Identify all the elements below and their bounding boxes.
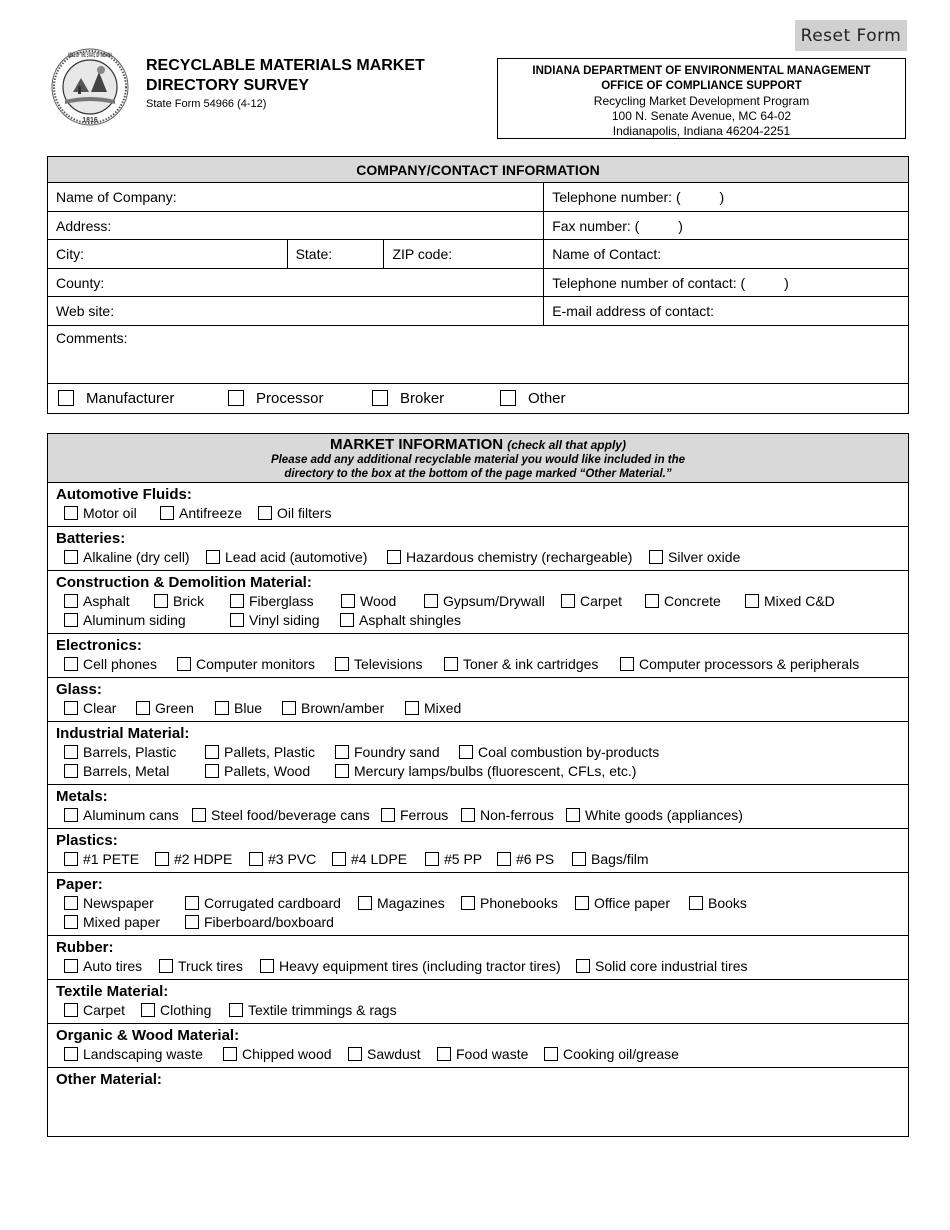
material-checkbox[interactable] [64,915,78,929]
category-batteries [48,527,908,571]
material-label: Carpet [83,1002,126,1018]
fax-label: Fax number: ( ) [552,217,683,234]
material-checkbox[interactable] [64,745,78,759]
category-plastics [48,829,908,873]
material-label: Office paper [594,895,671,911]
material-option-automotive-r1-2[interactable] [258,505,331,521]
material-checkbox[interactable] [340,613,354,627]
material-label: Textile trimmings & rags [248,1002,397,1018]
category-electronics [48,634,908,678]
material-option-electronics-r1-4[interactable] [620,656,859,672]
material-option-construction-r2-2[interactable] [340,612,461,628]
material-option-industrial-r1-1[interactable] [205,744,315,760]
broker-checkbox[interactable] [372,390,388,406]
material-label: Blue [234,700,263,716]
other-material-label: Other Material: [56,1071,162,1088]
material-label: Clothing [160,1002,212,1018]
fax-field[interactable] [544,212,909,240]
material-label: #4 LDPE [351,851,408,867]
material-label: Steel food/beverage cans [211,807,370,823]
material-checkbox[interactable] [192,808,206,822]
material-option-construction-r2-0[interactable] [64,612,186,628]
material-label: Cooking oil/grease [563,1046,679,1062]
material-checkbox[interactable] [341,594,355,608]
material-checkbox[interactable] [358,896,372,910]
material-label: Brick [173,593,205,609]
material-label: Lead acid (automotive) [225,549,368,565]
material-checkbox[interactable] [249,852,263,866]
material-checkbox[interactable] [64,613,78,627]
reset-form-button[interactable]: Reset Form [795,20,907,51]
form-title-line1: RECYCLABLE MATERIALS MARKET [146,57,425,74]
material-label: Brown/amber [301,700,385,716]
state-seal-logo [51,48,129,126]
material-label: Ferrous [400,807,449,823]
manufacturer-option[interactable] [58,390,228,407]
market-information-section [47,433,909,1137]
material-label: Magazines [377,895,445,911]
material-checkbox[interactable] [155,852,169,866]
material-option-construction-r1-3[interactable] [341,593,396,609]
material-label: Newspaper [83,895,154,911]
material-option-electronics-r1-0[interactable] [64,656,157,672]
material-option-plastics-r1-2[interactable] [249,851,316,867]
material-checkbox[interactable] [425,852,439,866]
category-title: Plastics: [56,832,118,849]
material-option-batteries-r1-2[interactable] [387,549,632,565]
category-title: Industrial Material: [56,725,190,742]
material-checkbox[interactable] [461,896,475,910]
material-option-automotive-r1-0[interactable] [64,505,137,521]
material-option-electronics-r1-3[interactable] [444,656,598,672]
material-option-batteries-r1-0[interactable] [64,549,190,565]
material-option-organic-r1-4[interactable] [544,1046,679,1062]
material-checkbox[interactable] [335,657,349,671]
material-label: Aluminum cans [83,807,179,823]
market-header-title: MARKET INFORMATION [330,436,504,453]
material-option-construction-r1-6[interactable] [645,593,721,609]
agency-name: INDIANA DEPARTMENT OF ENVIRONMENTAL MANAGEMENT [532,65,871,77]
material-checkbox[interactable] [64,1003,78,1017]
manufacturer-label: Manufacturer [86,390,175,407]
category-organic [48,1024,908,1068]
material-checkbox[interactable] [64,657,78,671]
material-label: Pallets, Wood [224,763,311,779]
material-label: Auto tires [83,958,143,974]
material-label: Mixed paper [83,914,161,930]
zip-label: ZIP code: [392,246,453,262]
material-option-metals-r1-0[interactable] [64,807,179,823]
material-label: White goods (appliances) [585,807,743,823]
material-checkbox[interactable] [206,550,220,564]
material-label: Oil filters [277,505,332,521]
material-option-plastics-r1-6[interactable] [572,851,649,867]
processor-label: Processor [256,390,324,407]
material-checkbox[interactable] [424,594,438,608]
category-title: Metals: [56,788,108,805]
processor-checkbox[interactable] [228,390,244,406]
material-option-construction-r1-1[interactable] [154,593,204,609]
material-label: Fiberboard/boxboard [204,914,334,930]
material-checkbox[interactable] [64,852,78,866]
address-field[interactable] [48,212,544,240]
form-title-line2: DIRECTORY SURVEY [146,77,310,94]
material-label: Heavy equipment tires (including tractor tires) [279,958,561,974]
material-checkbox[interactable] [745,594,759,608]
material-checkbox[interactable] [64,959,78,973]
material-checkbox[interactable] [348,1047,362,1061]
category-textile [48,980,908,1024]
material-label: Coal combustion by-products [478,744,660,760]
material-option-organic-r1-0[interactable] [64,1046,203,1062]
other-option[interactable] [500,390,566,407]
material-label: Fiberglass [249,593,314,609]
material-checkbox[interactable] [335,764,349,778]
comments-label: Comments: [56,330,128,346]
county-label: County: [56,274,105,291]
material-label: Solid core industrial tires [595,958,748,974]
material-label: Food waste [456,1046,529,1062]
material-label: Non-ferrous [480,807,554,823]
material-checkbox[interactable] [620,657,634,671]
category-metals [48,785,908,829]
material-option-organic-r1-2[interactable] [348,1046,421,1062]
seal-year-text: 1816 [82,117,98,124]
material-label: #1 PETE [83,851,140,867]
material-checkbox[interactable] [572,852,586,866]
city-field[interactable] [48,240,288,269]
material-label: Mixed C&D [764,593,835,609]
market-header-note: (check all that apply) [507,438,626,452]
material-checkbox[interactable] [64,506,78,520]
material-checkbox[interactable] [461,808,475,822]
material-checkbox[interactable] [64,1047,78,1061]
material-option-industrial-r1-3[interactable] [459,744,659,760]
state-field[interactable] [287,240,384,269]
category-industrial [48,722,908,785]
material-checkbox[interactable] [215,701,229,715]
material-option-metals-r1-3[interactable] [461,807,554,823]
material-label: Motor oil [83,505,137,521]
manufacturer-checkbox[interactable] [58,390,74,406]
material-checkbox[interactable] [229,1003,243,1017]
website-label: Web site: [56,303,115,319]
material-option-paper-r1-4[interactable] [575,895,670,911]
agency-city: Indianapolis, Indiana 46204-2251 [612,124,791,138]
material-option-textile-r1-2[interactable] [229,1002,397,1018]
category-title: Paper: [56,876,103,893]
material-option-rubber-r1-2[interactable] [260,958,561,974]
material-checkbox[interactable] [544,1047,558,1061]
material-option-organic-r1-1[interactable] [223,1046,332,1062]
broker-option[interactable] [372,390,500,407]
material-option-plastics-r1-5[interactable] [497,851,554,867]
material-option-metals-r1-4[interactable] [566,807,743,823]
material-label: Sawdust [367,1046,421,1062]
material-checkbox[interactable] [230,613,244,627]
material-label: #2 HDPE [174,851,233,867]
material-label: Aluminum siding [83,612,186,628]
material-label: Pallets, Plastic [224,744,316,760]
material-label: Antifreeze [179,505,243,521]
category-title: Automotive Fluids: [56,486,192,503]
material-checkbox[interactable] [177,657,191,671]
material-checkbox[interactable] [260,959,274,973]
material-label: Vinyl siding [249,612,320,628]
material-checkbox[interactable] [64,896,78,910]
material-label: Books [708,895,747,911]
material-option-batteries-r1-3[interactable] [649,549,740,565]
agency-address-box [497,58,906,139]
comments-field[interactable] [48,326,909,384]
material-checkbox[interactable] [437,1047,451,1061]
material-option-automotive-r1-1[interactable] [160,505,242,521]
material-checkbox[interactable] [258,506,272,520]
other-checkbox[interactable] [500,390,516,406]
material-label: #3 PVC [268,851,317,867]
category-title: Glass: [56,681,102,698]
contact-telephone-label: Telephone number of contact: ( ) [552,274,789,291]
material-checkbox[interactable] [64,550,78,564]
category-title: Organic & Wood Material: [56,1027,240,1044]
material-checkbox[interactable] [444,657,458,671]
agency-street: 100 N. Senate Avenue, MC 64-02 [611,109,792,123]
material-option-plastics-r1-0[interactable] [64,851,139,867]
material-checkbox[interactable] [154,594,168,608]
category-title: Electronics: [56,637,142,654]
material-option-plastics-r1-4[interactable] [425,851,482,867]
agency-program: Recycling Market Development Program [593,94,810,108]
material-option-paper-r1-1[interactable] [185,895,341,911]
material-label: Carpet [580,593,623,609]
material-option-construction-r1-5[interactable] [561,593,622,609]
material-checkbox[interactable] [205,764,219,778]
company-name-field[interactable] [48,183,544,212]
company-section-header: COMPANY/CONTACT INFORMATION [48,157,909,183]
material-label: Wood [360,593,397,609]
material-label: Mercury lamps/bulbs (fluorescent, CFLs, etc.) [354,763,637,779]
city-label: City: [56,246,84,262]
material-label: Televisions [354,656,423,672]
category-construction [48,571,908,634]
material-option-industrial-r2-1[interactable] [205,763,310,779]
category-title: Batteries: [56,530,126,547]
material-option-plastics-r1-3[interactable] [332,851,407,867]
material-checkbox[interactable] [230,594,244,608]
category-rubber [48,936,908,980]
material-option-industrial-r1-0[interactable] [64,744,176,760]
material-checkbox[interactable] [64,594,78,608]
material-option-construction-r1-4[interactable] [424,593,545,609]
material-checkbox[interactable] [64,764,78,778]
material-option-industrial-r2-2[interactable] [335,763,636,779]
category-title: Rubber: [56,939,114,956]
material-checkbox[interactable] [141,1003,155,1017]
email-label: E-mail address of contact: [552,303,715,319]
other-label: Other [528,390,566,407]
material-option-construction-r2-1[interactable] [230,612,320,628]
contact-name-label: Name of Contact: [552,246,662,262]
material-label: Clear [83,700,117,716]
material-label: Toner & ink cartridges [463,656,599,672]
material-checkbox[interactable] [381,808,395,822]
material-checkbox[interactable] [576,959,590,973]
market-subtitle-line1: Please add any additional recyclable material you would like included in the [270,454,686,466]
material-option-batteries-r1-1[interactable] [206,549,367,565]
material-option-organic-r1-3[interactable] [437,1046,528,1062]
material-option-paper-r1-2[interactable] [358,895,445,911]
material-checkbox[interactable] [459,745,473,759]
contact-telephone-field[interactable] [544,269,909,297]
company-name-label: Name of Company: [56,189,177,205]
agency-office: OFFICE OF COMPLIANCE SUPPORT [601,80,802,92]
material-checkbox[interactable] [387,550,401,564]
material-option-construction-r1-2[interactable] [230,593,314,609]
category-title: Textile Material: [56,983,169,1000]
telephone-field[interactable] [544,183,909,212]
material-label: Chipped wood [242,1046,332,1062]
material-label: Barrels, Plastic [83,744,177,760]
material-label: Concrete [664,593,721,609]
material-label: Asphalt shingles [359,612,461,628]
state-label: State: [295,246,333,262]
material-option-rubber-r1-3[interactable] [576,958,748,974]
material-checkbox[interactable] [223,1047,237,1061]
material-label: Bags/film [591,851,649,867]
material-label: Silver oxide [668,549,741,565]
material-option-paper-r2-1[interactable] [185,914,334,930]
material-label: Cell phones [83,656,157,672]
category-automotive [48,483,908,527]
material-option-glass-r1-1[interactable] [136,700,194,716]
contact-name-field[interactable] [544,240,909,269]
material-label: Foundry sand [354,744,440,760]
material-option-plastics-r1-1[interactable] [155,851,232,867]
market-subtitle-line2: directory to the box at the bottom of the page marked “Other Material.” [284,468,672,480]
material-option-textile-r1-0[interactable] [64,1002,125,1018]
material-option-industrial-r2-0[interactable] [64,763,169,779]
material-checkbox[interactable] [649,550,663,564]
material-option-construction-r1-7[interactable] [745,593,835,609]
zip-field[interactable] [384,240,544,269]
material-label: Barrels, Metal [83,763,170,779]
address-label: Address: [56,217,112,234]
material-option-rubber-r1-1[interactable] [159,958,243,974]
material-option-paper-r2-0[interactable] [64,914,160,930]
material-label: Alkaline (dry cell) [83,549,190,565]
material-checkbox[interactable] [405,701,419,715]
material-option-industrial-r1-2[interactable] [335,744,440,760]
material-label: Asphalt [83,593,130,609]
material-label: Landscaping waste [83,1046,203,1062]
company-contact-table [47,156,909,414]
material-option-glass-r1-4[interactable] [405,700,461,716]
material-checkbox[interactable] [561,594,575,608]
telephone-label: Telephone number: ( ) [552,189,725,205]
category-paper [48,873,908,936]
material-label: Hazardous chemistry (rechargeable) [406,549,633,565]
material-label: Corrugated cardboard [204,895,341,911]
broker-label: Broker [400,390,445,407]
material-label: Truck tires [178,958,243,974]
material-checkbox[interactable] [689,896,703,910]
material-checkbox[interactable] [159,959,173,973]
material-checkbox[interactable] [332,852,346,866]
material-label: Computer monitors [196,656,316,672]
material-checkbox[interactable] [160,506,174,520]
market-section-header [48,434,908,483]
material-label: #6 PS [516,851,555,867]
material-checkbox[interactable] [185,896,199,910]
county-field[interactable] [48,269,544,297]
material-checkbox[interactable] [64,701,78,715]
material-option-paper-r1-0[interactable] [64,895,154,911]
material-label: Computer processors & peripherals [639,656,860,672]
material-option-glass-r1-3[interactable] [282,700,384,716]
form-title-block [146,56,425,110]
material-checkbox[interactable] [645,594,659,608]
material-checkbox[interactable] [64,808,78,822]
material-option-glass-r1-0[interactable] [64,700,116,716]
material-label: Green [155,700,194,716]
material-label: Phonebooks [480,895,558,911]
material-option-electronics-r1-1[interactable] [177,656,315,672]
form-number: State Form 54966 (4-12) [146,98,267,110]
category-title: Construction & Demolition Material: [56,574,312,591]
material-checkbox[interactable] [566,808,580,822]
processor-option[interactable] [228,390,372,407]
material-checkbox[interactable] [497,852,511,866]
email-field[interactable] [544,297,909,326]
category-glass [48,678,908,722]
material-checkbox[interactable] [205,745,219,759]
material-checkbox[interactable] [136,701,150,715]
material-checkbox[interactable] [282,701,296,715]
material-checkbox[interactable] [185,915,199,929]
material-label: Mixed [424,700,462,716]
material-option-glass-r1-2[interactable] [215,700,262,716]
material-option-paper-r1-3[interactable] [461,895,558,911]
material-option-construction-r1-0[interactable] [64,593,130,609]
material-label: #5 PP [444,851,483,867]
material-option-textile-r1-1[interactable] [141,1002,211,1018]
seal-ring-text: SEAL OF THE STATE OF INDIANA [68,53,113,59]
material-option-paper-r1-5[interactable] [689,895,747,911]
material-checkbox[interactable] [335,745,349,759]
website-field[interactable] [48,297,544,326]
material-label: Gypsum/Drywall [443,593,545,609]
material-option-metals-r1-1[interactable] [192,807,370,823]
material-option-metals-r1-2[interactable] [381,807,448,823]
material-option-electronics-r1-2[interactable] [335,656,422,672]
business-type-row [48,384,909,414]
material-option-rubber-r1-0[interactable] [64,958,142,974]
material-checkbox[interactable] [575,896,589,910]
category-other-material[interactable] [48,1068,908,1136]
